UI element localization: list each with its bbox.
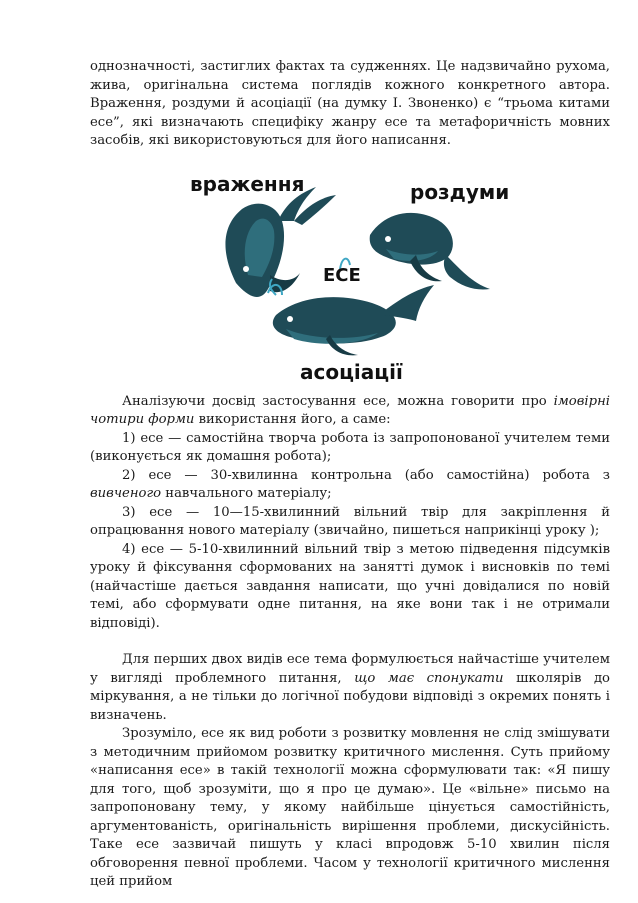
forms-text-end: використання його, а саме: (194, 412, 391, 427)
paragraph-gap (90, 633, 610, 651)
forms-text-start: Аналізуючи досвід застосування есе, можна говорити про (122, 393, 554, 409)
first-two-text-end: школярів до міркування, а не тільки до логічної побудови відповіді з окремих понять і визначень. (90, 670, 610, 723)
label-essay: ЕСЕ (323, 264, 361, 286)
whale-thoughts (370, 212, 490, 289)
whale-impressions (225, 187, 336, 297)
first-two-types-paragraph (90, 651, 610, 725)
label-thoughts: роздуми (410, 179, 510, 204)
item2-text-emphasis: вивченого (90, 486, 162, 501)
first-two-text-start: Для перших двох видів есе тема формулюється найчастіше учителем у вигляді проблемного питання, (90, 652, 610, 686)
whales-illustration (190, 165, 510, 387)
item2-text-start: 2) есе — 30-хвилинна контрольна (або самостійна) робота з (122, 467, 610, 483)
list-item-2 (90, 467, 610, 504)
list-item-1: 1) есе — самостійна творча робота із запропонованої учителем теми (виконується як домашня робота); (90, 430, 610, 464)
list-item-4: 4) есе — 5-10-хвилинний вільний твір з метою підведення підсумків уроку й фіксування сформованих на занятті думок і висновків по темі (найчастіше дається завдання написати, що учні довідалися по новій темі, або сформувати одне питання, на яке вони так і не отримали відповіді). (90, 541, 610, 631)
document-page (90, 58, 610, 892)
label-impressions: враження (190, 171, 305, 196)
list-item-3: 3) есе — 10—15-хвилинний вільний твір для закріплення й опрацювання нового матеріалу (звичайно, пишеться наприкінці уроку ); (90, 504, 610, 538)
three-whales-figure (90, 165, 610, 387)
whale-associations (268, 279, 434, 355)
forms-text-emphasis: імовірні чотири форми (90, 393, 610, 427)
intro-paragraph: однозначності, застиглих фактах та судженнях. Це надзвичайно рухома, жива, оригінальна система поглядів кожного конкретного автора. Враження, роздуми й асоціації (на думку І. Звоненко) є “трьома китами есе”, які визначають специфіку жанру есе та метафоричність мовних засобів, які використовуються для його написання. (90, 59, 610, 148)
first-two-text-emphasis: що має спонукати (354, 670, 504, 686)
critical-thinking-paragraph: Зрозуміло, есе як вид роботи з розвитку мовлення не слід змішувати з методичним прийомом розвитку критичного мислення. Суть прийому «написання есе» в такій технології можна сформулювати так: «Я пишу для того, щоб зрозуміти, що я про це думаю». Це «вільне» письмо на запропоновану тему, у якому найбільше цінується самостійність, аргументованість, оригінальність вирішення проблеми, дискусійність. Таке есе зазвичай пишуть у класі впродовж 5-10 хвилин після обговорення певної проблеми. Часом у технології критичного мислення цей прийом (90, 726, 610, 889)
forms-paragraph (90, 393, 610, 430)
label-associations: асоціації (300, 359, 403, 384)
item2-text-end: навчального матеріалу; (161, 486, 332, 501)
